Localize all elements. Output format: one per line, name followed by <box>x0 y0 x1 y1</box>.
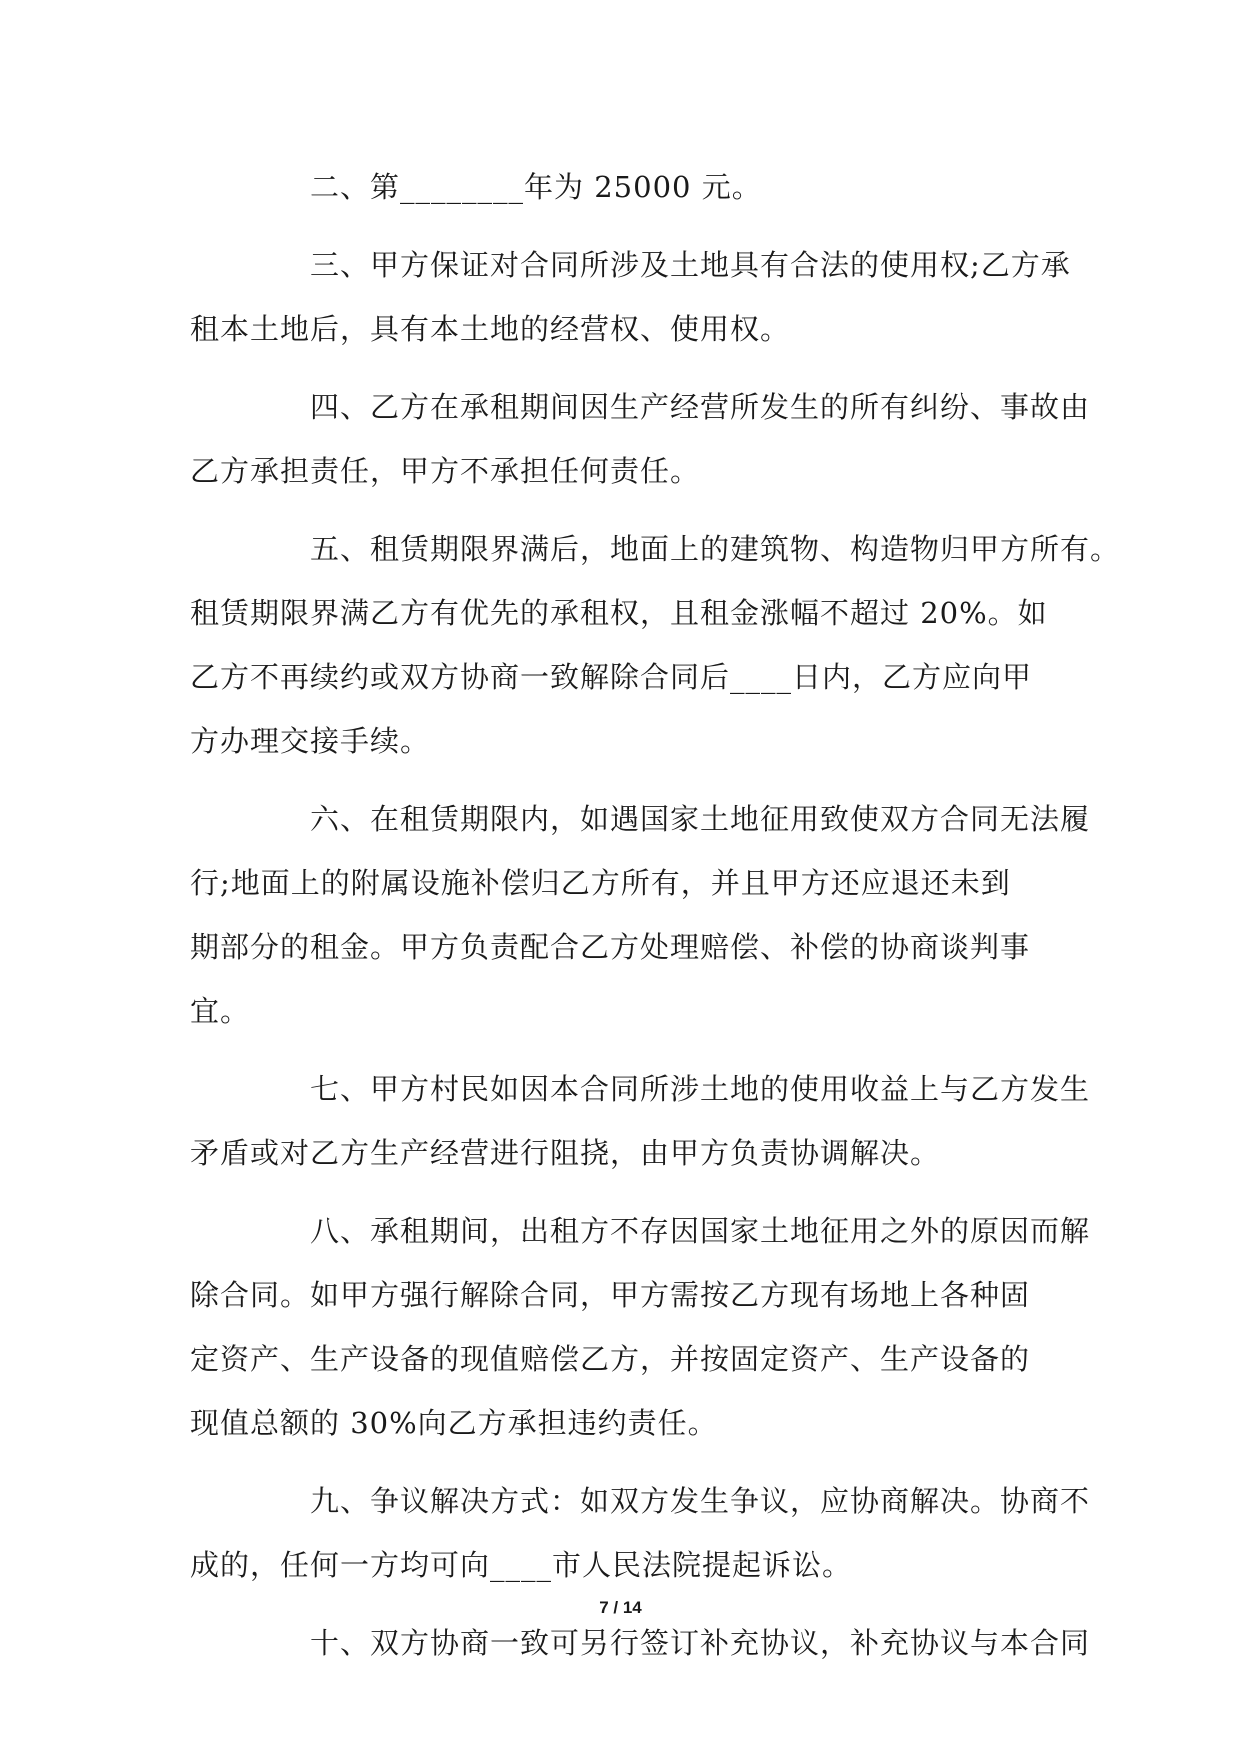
contract-body <box>190 155 1121 1675</box>
clause-9 <box>190 1469 1091 1597</box>
clause-line: 矛盾或对乙方生产经营进行阻挠，由甲方负责协调解决。 <box>190 1136 941 1170</box>
clause-line: 三、甲方保证对合同所涉及土地具有合法的使用权;乙方承 <box>310 248 1071 282</box>
clause-line: 四、乙方在承租期间因生产经营所发生的所有纠纷、事故由 <box>310 390 1091 424</box>
clause-line: 二、第________年为 25000 元。 <box>310 170 762 204</box>
clause-line: 六、在租赁期限内，如遇国家土地征用致使双方合同无法履 <box>310 802 1091 836</box>
clause-line: 除合同。如甲方强行解除合同，甲方需按乙方现有场地上各种固 <box>190 1278 1031 1312</box>
clause-2 <box>190 155 1052 219</box>
clause-line: 方办理交接手续。 <box>190 724 431 758</box>
clause-line: 乙方承担责任，甲方不承担任何责任。 <box>190 454 701 488</box>
clause-line: 成的，任何一方均可向____市人民法院提起诉讼。 <box>190 1548 853 1582</box>
clause-line: 定资产、生产设备的现值赔偿乙方，并按固定资产、生产设备的 <box>190 1342 1031 1376</box>
clause-8 <box>190 1199 1091 1455</box>
clause-line: 租本土地后，具有本土地的经营权、使用权。 <box>190 312 791 346</box>
clause-6 <box>190 787 1091 1043</box>
clause-line: 五、租赁期限界满后，地面上的建筑物、构造物归甲方所有。 <box>310 532 1121 566</box>
clause-5 <box>190 517 1121 773</box>
clause-10 <box>190 1611 1091 1675</box>
clause-line: 九、争议解决方式：如双方发生争议，应协商解决。协商不 <box>310 1484 1091 1518</box>
clause-4 <box>190 375 1091 503</box>
clause-line: 宜。 <box>190 994 251 1028</box>
clause-line: 行;地面上的附属设施补偿归乙方所有，并且甲方还应退还未到 <box>190 866 1011 900</box>
page-number: 7 / 14 <box>599 1598 642 1617</box>
clause-line: 乙方不再续约或双方协商一致解除合同后____日内，乙方应向甲 <box>190 660 1033 694</box>
clause-line: 期部分的租金。甲方负责配合乙方处理赔偿、补偿的协商谈判事 <box>190 930 1031 964</box>
clause-7 <box>190 1057 1091 1185</box>
clause-line: 八、承租期间，出租方不存因国家土地征用之外的原因而解 <box>310 1214 1091 1248</box>
clause-line: 租赁期限界满乙方有优先的承租权，且租金涨幅不超过 20%。如 <box>190 596 1048 630</box>
clause-line: 七、甲方村民如因本合同所涉土地的使用收益上与乙方发生 <box>310 1072 1091 1106</box>
clause-line: 现值总额的 30%向乙方承担违约责任。 <box>190 1406 718 1440</box>
clause-3 <box>190 233 1071 361</box>
clause-line: 十、双方协商一致可另行签订补充协议，补充协议与本合同 <box>310 1626 1091 1660</box>
